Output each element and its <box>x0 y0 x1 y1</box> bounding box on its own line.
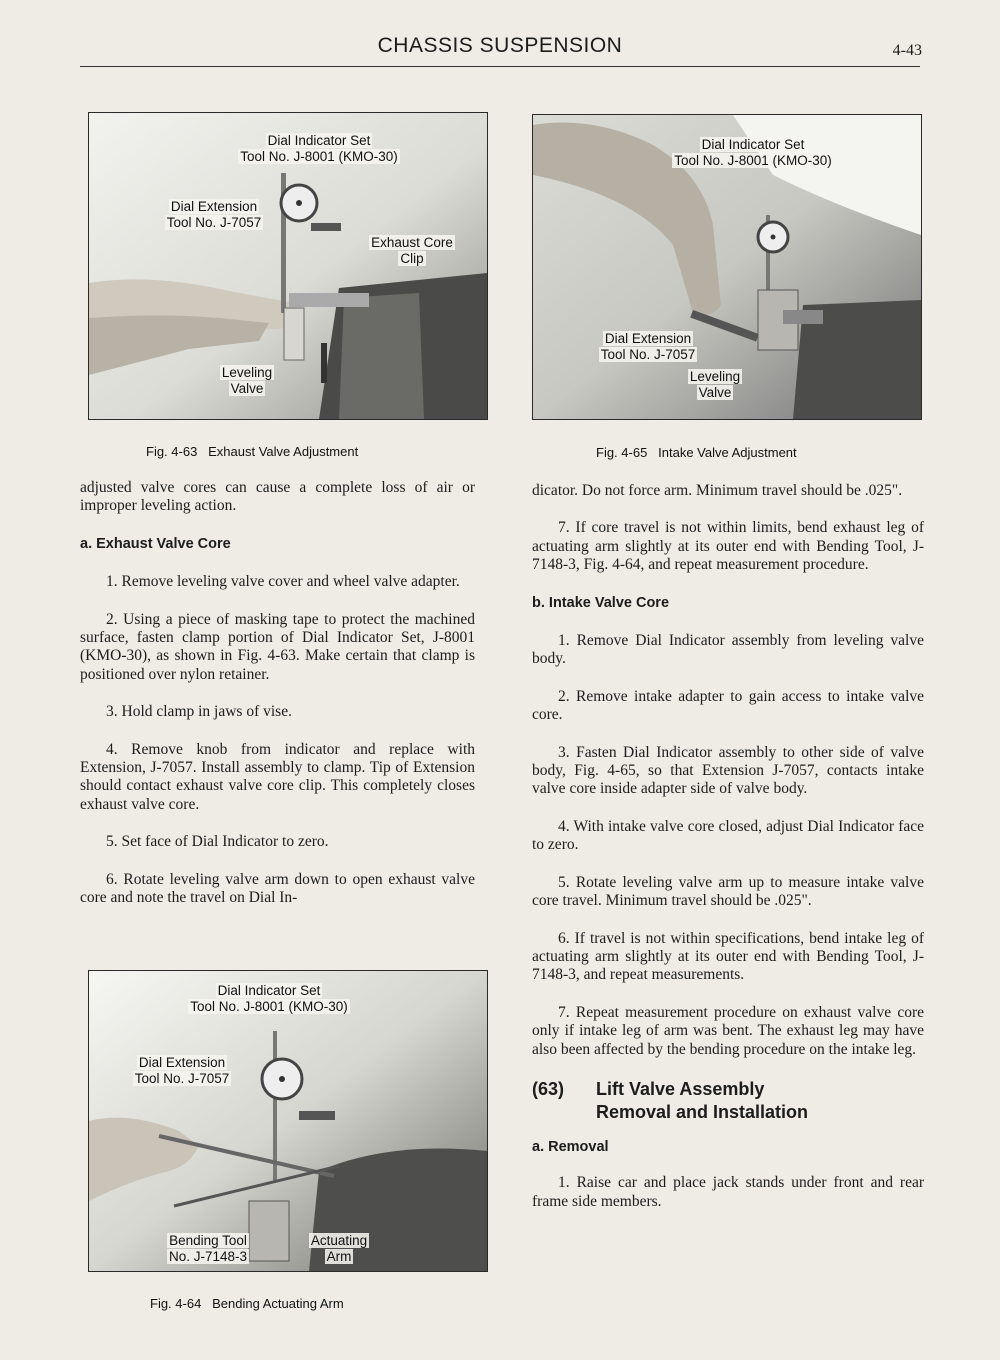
label-dial-indicator-set: Dial Indicator Set Tool No. J-8001 (KMO-30) <box>190 983 348 1014</box>
figure-4-64-photo <box>88 970 488 1272</box>
subhead-removal: a. Removal <box>532 1138 609 1155</box>
bending-arm-photo-illustration <box>89 971 487 1271</box>
figure-4-63 <box>88 112 488 472</box>
left-column <box>80 479 475 927</box>
subhead-exhaust-valve-core: a. Exhaust Valve Core <box>80 535 231 552</box>
step-paragraph: 3. Fasten Dial Indicator assembly to other side of valve body, Fig. 4-65, so that Extension J-7057, contacts intake valve core inside adapter side of valve body. <box>532 743 924 798</box>
section-title-line1: Lift Valve Assembly <box>596 1078 765 1099</box>
step-paragraph: 4. Remove knob from indicator and replace with Extension, J-7057. Install assembly to clamp. Tip of Extension should contact exhaust valve core clip. This completely closes exhaust valve core. <box>80 740 475 813</box>
label-bending-tool: Bending Tool No. J-7148-3 <box>168 1233 248 1264</box>
page-header <box>80 30 920 70</box>
figure-4-65-caption: Fig. 4-65 Intake Valve Adjustment <box>596 445 797 460</box>
label-actuating-arm: Actuating Arm <box>310 1233 368 1264</box>
right-continuation-paragraph: dicator. Do not force arm. Minimum travel should be .025". <box>532 482 903 499</box>
figure-4-64 <box>88 970 488 1320</box>
subhead-intake-valve-core: b. Intake Valve Core <box>532 594 670 611</box>
figure-4-63-caption: Fig. 4-63 Exhaust Valve Adjustment <box>146 444 359 459</box>
step-paragraph: 1. Raise car and place jack stands under front and rear frame side members. <box>532 1174 924 1210</box>
label-dial-indicator-set: Dial Indicator Set Tool No. J-8001 (KMO-30) <box>674 137 832 168</box>
label-leveling-valve: Leveling Valve <box>221 365 273 396</box>
section-heading-63 <box>532 1078 924 1124</box>
label-leveling-valve: Leveling Valve <box>689 369 741 400</box>
step-paragraph: 3. Hold clamp in jaws of vise. <box>106 703 292 721</box>
step-paragraph: 4. With intake valve core closed, adjust Dial Indicator face to zero. <box>532 817 924 854</box>
figure-4-64-caption: Fig. 4-64 Bending Actuating Arm <box>150 1296 344 1311</box>
figure-4-63-photo <box>88 112 488 420</box>
label-dial-extension: Dial Extension Tool No. J-7057 <box>134 1055 230 1086</box>
page-number: 4-43 <box>892 42 922 59</box>
section-number: (63) <box>532 1078 565 1099</box>
step-paragraph: 7. Repeat measurement procedure on exhaust valve core only if intake leg of arm was bent. The exhaust leg may have also been affected by the bending procedure on the intake leg. <box>532 1003 924 1058</box>
page-title: CHASSIS SUSPENSION <box>377 34 623 57</box>
step-paragraph: 2. Using a piece of masking tape to protect the machined surface, fasten clamp portion of Dial Indicator Set, J-8001 (KMO-30), as shown in Fig. 4-63. Make certain that clamp is positioned over nylon retainer. <box>80 610 475 683</box>
step-paragraph: 2. Remove intake adapter to gain access to intake valve core. <box>532 687 924 724</box>
step-paragraph: 1. Remove Dial Indicator assembly from leveling valve body. <box>532 632 924 668</box>
step-paragraph: 5. Set face of Dial Indicator to zero. <box>106 833 329 851</box>
step-paragraph: 1. Remove leveling valve cover and wheel valve adapter. <box>106 573 460 591</box>
left-intro-paragraph: adjusted valve cores can cause a complete loss of air or improper leveling action. <box>80 479 475 515</box>
section-title-line2: Removal and Installation <box>596 1101 809 1122</box>
step-paragraph: 6. Rotate leveling valve arm down to open exhaust valve core and note the travel on Dial In- <box>80 870 475 907</box>
step-paragraph: 7. If core travel is not within limits, bend exhaust leg of actuating arm slightly at its outer end with Bending Tool, J-7148-3, Fig. 4-64, and repeat measurement procedure. <box>532 519 924 574</box>
label-dial-extension: Dial Extension Tool No. J-7057 <box>166 199 262 230</box>
figure-4-65-photo <box>532 114 922 420</box>
label-dial-extension: Dial Extension Tool No. J-7057 <box>600 331 696 362</box>
right-column <box>532 482 924 1230</box>
header-rule <box>80 66 920 67</box>
step-paragraph: 6. If travel is not within specifications, bend intake leg of actuating arm slightly at its outer end with Bending Tool, J-7148-3, and repeat measurements. <box>532 929 924 984</box>
figure-4-65 <box>532 114 924 474</box>
label-exhaust-core-clip: Exhaust Core Clip <box>371 235 453 266</box>
step-paragraph: 5. Rotate leveling valve arm up to measure intake valve core travel. Minimum travel should be .025". <box>532 873 924 910</box>
section-title <box>596 1078 808 1124</box>
label-dial-indicator-set: Dial Indicator Set Tool No. J-8001 (KMO-30) <box>240 133 398 164</box>
